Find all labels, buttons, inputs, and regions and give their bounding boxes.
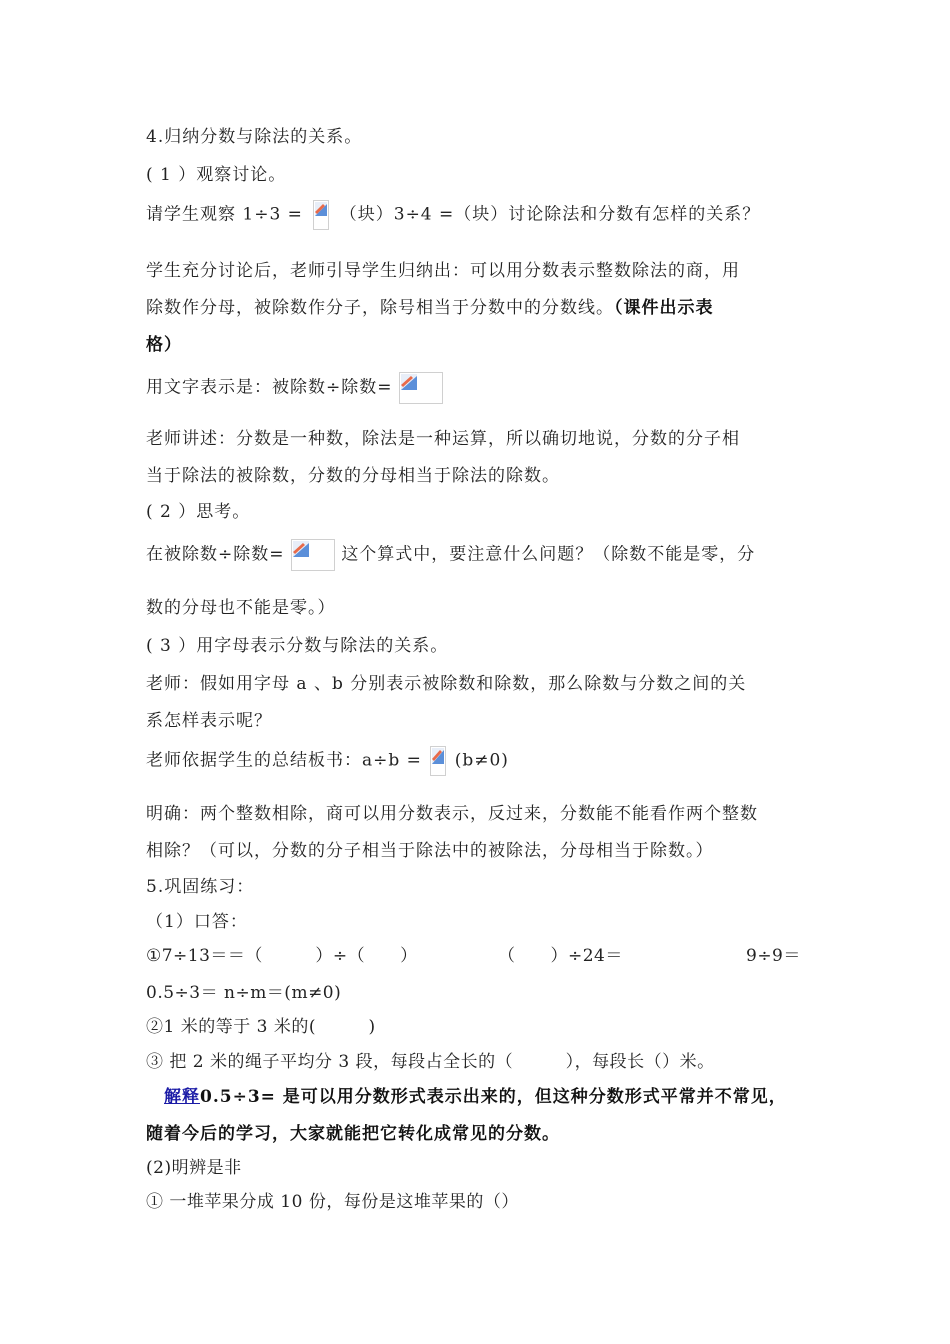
text: ②1 米的等于 3 米的( ) bbox=[146, 1017, 376, 1037]
text: (2)明辨是非 bbox=[146, 1158, 242, 1178]
text: 这个算式中，要注意什么问题？（除数不能是零，分 bbox=[341, 544, 756, 565]
subheading-judge bbox=[146, 1157, 242, 1179]
exercise-1d bbox=[146, 982, 341, 1004]
text: 4.归纳分数与除法的关系。 bbox=[146, 127, 363, 147]
explanation-link[interactable]: 解释 bbox=[164, 1087, 200, 1107]
paragraph-clarify-1 bbox=[146, 803, 758, 825]
text: ( 1 ）观察讨论。 bbox=[146, 165, 287, 185]
explanation-2 bbox=[146, 1123, 560, 1145]
text: 在被除数÷除数= bbox=[146, 544, 285, 565]
paragraph-think-1 bbox=[146, 539, 755, 571]
paragraph-clarify-2 bbox=[146, 840, 714, 862]
paragraph-letters-1 bbox=[146, 673, 746, 695]
fraction-image-icon bbox=[430, 746, 446, 776]
text: （块）3÷4 =（块）讨论除法和分数有怎样的关系？ bbox=[339, 204, 761, 225]
paragraph-teacher-2 bbox=[146, 465, 560, 487]
exercise-2 bbox=[146, 1016, 376, 1038]
exercise-1 bbox=[146, 945, 418, 967]
bold-text: 0.5÷3= 是可以用分数形式表示出来的，但这种分数形式平常并不常见， bbox=[200, 1087, 787, 1107]
text: 当于除法的被除数，分数的分母相当于除法的除数。 bbox=[146, 466, 560, 486]
paragraph-board bbox=[146, 746, 509, 776]
paragraph-words bbox=[146, 372, 443, 404]
text: 用文字表示是：被除数÷除数= bbox=[146, 377, 393, 398]
text: 老师依据学生的总结板书：a÷b = bbox=[146, 750, 422, 771]
subheading-2 bbox=[146, 501, 250, 523]
text: （ ）÷24＝ bbox=[498, 946, 623, 966]
exercise-3 bbox=[146, 1051, 715, 1073]
exercise-1c bbox=[746, 945, 801, 967]
text: ( 3 ）用字母表示分数与除法的关系。 bbox=[146, 636, 449, 656]
paragraph-teacher-1 bbox=[146, 428, 740, 450]
fraction-image-icon bbox=[291, 539, 335, 571]
judge-item-1 bbox=[146, 1191, 519, 1213]
text: 老师：假如用字母 a 、b 分别表示被除数和除数，那么除数与分数之间的关 bbox=[146, 674, 747, 694]
bold-text: 格） bbox=[146, 335, 182, 355]
text: ①7÷13＝＝（ ）÷（ ） bbox=[146, 946, 418, 966]
subheading-3 bbox=[146, 635, 448, 657]
explanation-1 bbox=[164, 1086, 787, 1108]
text: 数的分母也不能是零。） bbox=[146, 598, 336, 618]
bold-text: （课件出示表 bbox=[614, 298, 714, 318]
fraction-image-icon bbox=[313, 200, 329, 230]
paragraph-conclusion-3 bbox=[146, 334, 182, 356]
text: 9÷9＝ bbox=[746, 946, 801, 966]
text: ( 2 ）思考。 bbox=[146, 502, 251, 522]
text: (b≠0) bbox=[454, 750, 509, 771]
text: 除数作分母，被除数作分子，除号相当于分数中的分数线。 bbox=[146, 298, 614, 318]
text: ③ 把 2 米的绳子平均分 3 段，每段占全长的（ ），每段长（）米。 bbox=[146, 1052, 715, 1072]
paragraph-observe bbox=[146, 200, 760, 230]
text: 学生充分讨论后，老师引导学生归纳出：可以用分数表示整数除法的商，用 bbox=[146, 261, 740, 281]
text: 0.5÷3＝ n÷m＝(m≠0) bbox=[146, 983, 342, 1003]
text: 5.巩固练习： bbox=[146, 877, 255, 897]
text: ① 一堆苹果分成 10 份，每份是这堆苹果的（） bbox=[146, 1192, 519, 1212]
paragraph-conclusion-2 bbox=[146, 297, 714, 319]
paragraph-letters-2 bbox=[146, 710, 272, 732]
section-heading-5 bbox=[146, 876, 254, 898]
text: （1）口答： bbox=[146, 912, 248, 932]
text: 相除？（可以，分数的分子相当于除法中的被除法，分母相当于除数。） bbox=[146, 841, 714, 861]
text: 明确：两个整数相除，商可以用分数表示，反过来，分数能不能看作两个整数 bbox=[146, 804, 758, 824]
exercise-1b bbox=[498, 945, 623, 967]
text: 老师讲述：分数是一种数，除法是一种运算，所以确切地说，分数的分子相 bbox=[146, 429, 740, 449]
text: 系怎样表示呢？ bbox=[146, 711, 272, 731]
fraction-image-icon bbox=[399, 372, 443, 404]
text: 请学生观察 1÷3 = bbox=[146, 204, 303, 225]
subheading-oral bbox=[146, 911, 248, 933]
paragraph-conclusion-1 bbox=[146, 260, 740, 282]
bold-text: 随着今后的学习，大家就能把它转化成常见的分数。 bbox=[146, 1124, 560, 1144]
section-heading-4 bbox=[146, 126, 362, 148]
subheading-1 bbox=[146, 164, 286, 186]
paragraph-think-2 bbox=[146, 597, 336, 619]
